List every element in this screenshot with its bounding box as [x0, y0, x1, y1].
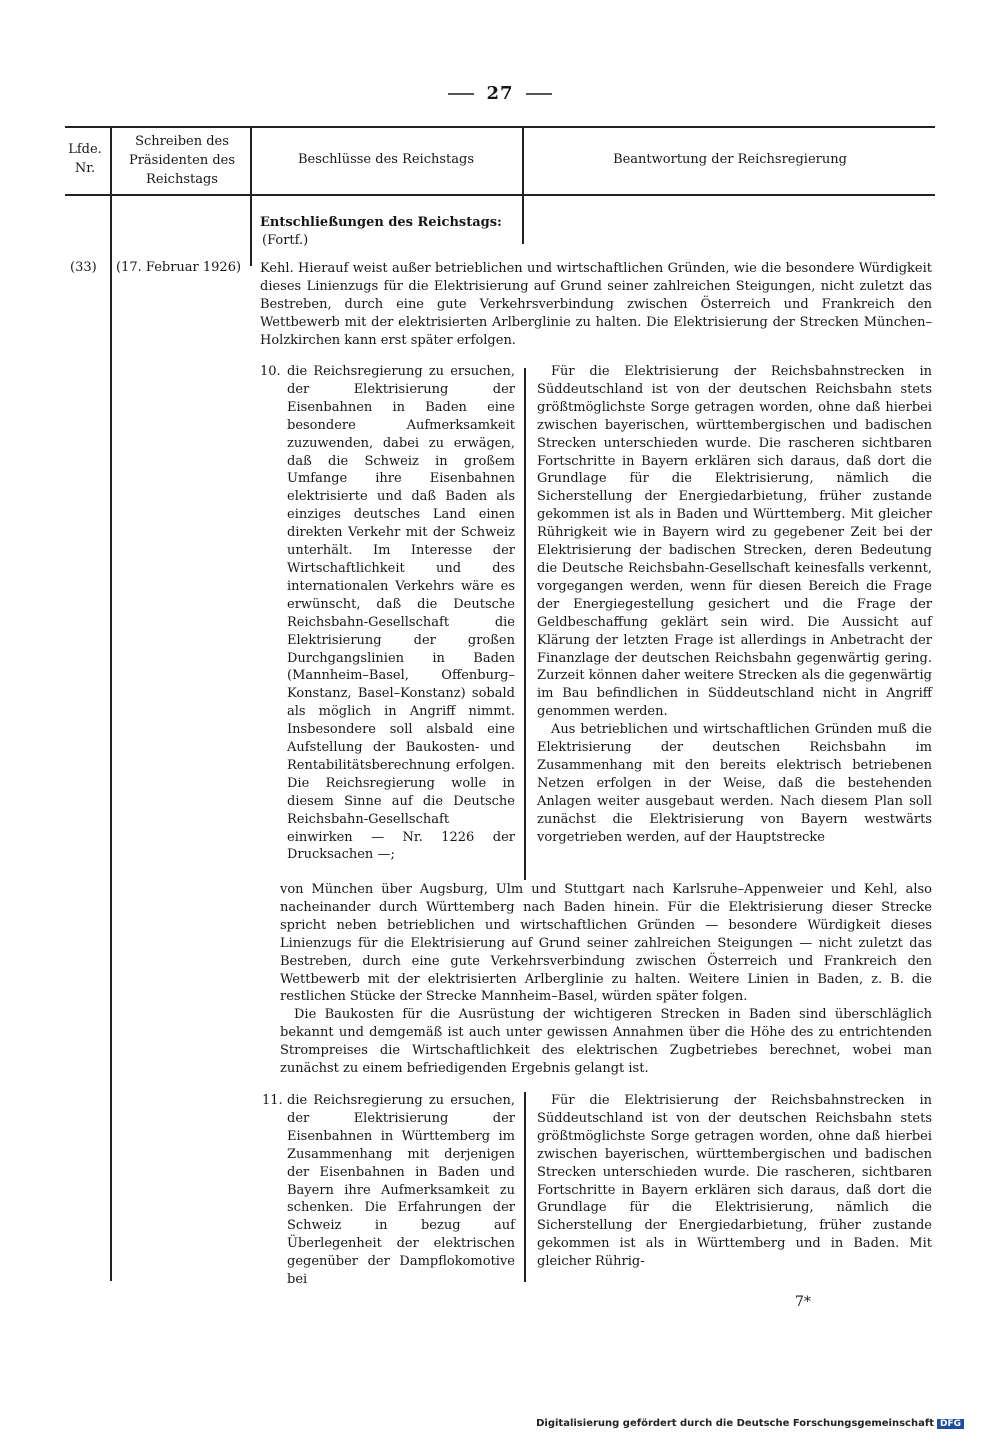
dfg-logo: DFG — [937, 1419, 964, 1429]
column-divider-3-b — [524, 368, 526, 880]
section-title: Entschließungen des Reichstags: — [260, 215, 502, 230]
table-top-rule — [65, 126, 935, 128]
header-schreiben: Schreiben des Präsidenten des Reichstags — [128, 134, 236, 187]
table-header-rule — [65, 194, 935, 196]
signature-mark: 7* — [795, 1294, 811, 1310]
digitization-credit — [536, 1418, 964, 1429]
entry-number: (33) — [70, 260, 97, 275]
intro-paragraph: Kehl. Hierauf weist außer betrieblichen und wirtschaftlichen Gründen, wie die besondere Würdigkeit dieses Linienzugs für die Elektrisierung auf Grund seiner zahlreichen Steigungen, nicht zuletzt das Bestreben, durch eine gute Verkehrsverbindung zwischen Österreich und Frankreich den Wettbewerb mit der elektrisierten Arlberglinie zu halten. Die Elektrisierung der Strecken München–Holzkirchen kann erst später erfolgen. — [260, 261, 932, 348]
spanning-paragraph-2: Die Baukosten für die Ausrüstung der wichtigeren Strecken in Baden sind überschläglich bekannt und demgemäß ist auch unter gewissen Annahmen über die Höhe des zu entrichtenden Strompreises die Wirtschaftlichkeit des elektrischen Zugbetriebes berechnet, wobei man zunächst zu einem befriedigenden Ergebnis gelangt ist. — [280, 1007, 932, 1077]
item-11-number: 11. — [262, 1093, 283, 1108]
column-divider-3-c — [524, 1092, 526, 1282]
page-number: 27 — [0, 83, 1000, 104]
item-10-answer-p2: Aus betrieblichen und wirtschaftlichen Gründen muß die Elektrisierung der deutschen Reichsbahn im Zusammenhang mit den bereits elektrisch betriebenen Netzen erfolgen in der Weise, daß die bestehenden Anlagen weiter ausgebaut werden. Nach diesem Plan soll zunächst die Elektrisierung von Bayern westwärts vorgetrieben werden, auf der Hauptstrecke — [537, 722, 932, 845]
header-lfde-nr: Lfde. Nr. — [68, 142, 102, 176]
item-11-answer — [537, 1092, 932, 1271]
column-divider-1 — [110, 126, 112, 1281]
column-divider-3 — [522, 126, 524, 244]
item-10-answer-p1: Für die Elektrisierung der Reichsbahnstrecken in Süddeutschland ist von der deutschen Reichsbahn stets größtmöglichste Sorge getragen worden, ohne daß hierbei zwischen bayerischen, württembergischen und badischen Strecken unterschieden wurde. Die rascheren sichtbaren Fortschritte in Bayern erklären sich daraus, daß dort die Grundlage für die Elektrisierung, nämlich die Sicherstellung der Energiedarbietung, früher zustande gekommen ist als in Baden und Württemberg. Mit gleicher Rührigkeit wie in Bayern wird zu gegebener Zeit bei der Elektrisierung der badischen Strecken, deren Bedeutung die Deutsche Reichsbahn-Gesellschaft keinesfalls verkennt, vorgegangen werden, wenn für diesen Bereich die Frage der Energiegestellung gesichert und die Frage der Geldbeschaffung geklärt sein wird. Die Aussicht auf Klärung der letzten Frage ist allerdings in Anbetracht der Finanzlage der deutschen Reichsbahn gegenwärtig gering. Zurzeit können daher weitere Strecken als die gegenwärtig im Bau befindlichen in Süddeutschland nicht in Angriff genommen werden. — [537, 364, 932, 720]
spanning-text — [280, 881, 932, 1078]
ornament-left — [448, 93, 474, 95]
section-continued: (Fortf.) — [262, 233, 309, 248]
header-beschluesse: Beschlüsse des Reichstags — [297, 152, 475, 167]
column-divider-2 — [250, 126, 252, 266]
item-10-number: 10. — [260, 364, 281, 379]
item-10-resolution: die Reichsregierung zu ersuchen, der Elektrisierung der Eisenbahnen in Baden eine besondere Aufmerksamkeit zuzuwenden, dabei zu erwägen, daß die Schweiz in großem Umfange ihre Eisenbahnen elektrisierte und daß Baden als einziges deutsches Land einen direkten Verkehr mit der Schweiz unterhält. Im Interesse der Wirtschaftlichkeit und des internationalen Verkehrs wäre es erwünscht, daß die Deutsche Reichsbahn-Gesellschaft die Elektrisierung der großen Durchgangslinien in Baden (Mannheim–Basel, Offenburg–Konstanz, Basel–Konstanz) sobald als möglich in Angriff nimmt. Insbesondere soll alsbald eine Aufstellung der Baukosten- und Rentabilitätsberechnung erfolgen. Die Reichsregierung wolle in diesem Sinne auf die Deutsche Reichsbahn-Gesellschaft einwirken — Nr. 1226 der Drucksachen —; — [287, 364, 515, 863]
spanning-paragraph-1: von München über Augsburg, Ulm und Stuttgart nach Karlsruhe–Appenweier und Kehl, also nacheinander durch Württemberg nach Baden hinein. Für die Elektrisierung dieser Strecke spricht neben betrieblichen und wirtschaftlichen Gründen — besondere Würdigkeit dieses Linienzugs für die Elektrisierung auf Grund seiner zahlreichen Steigungen — nicht zuletzt das Bestreben, durch eine gute Verkehrsverbindung zwischen Österreich und Frankreich den Wettbewerb mit der elektrisierten Arlberglinie zu halten. Weitere Linien in Baden, z. B. die restlichen Stücke der Strecke Mannheim–Basel, würden später folgen. — [280, 882, 932, 1005]
footer-text: Digitalisierung gefördert durch die Deutsche Forschungsgemeinschaft — [536, 1418, 934, 1429]
ornament-right — [526, 93, 552, 95]
item-10-answer — [537, 363, 932, 846]
entry-date: (17. Februar 1926) — [116, 260, 242, 275]
item-11-answer-text: Für die Elektrisierung der Reichsbahnstrecken in Süddeutschland ist von der deutschen Reichsbahn stets größtmöglichste Sorge getragen worden, ohne daß hierbei zwischen bayerischen, württembergischen und badischen Strecken unterschieden wurde. Die rascheren, sichtbaren Fortschritte in Bayern erklären sich daraus, daß dort die Grundlage für die Elektrisierung, nämlich die Sicherstellung der Energiedarbietung, früher zustande gekommen ist als in Württemberg und in Baden. Mit gleicher Rührig- — [537, 1093, 932, 1270]
header-beantwortung: Beantwortung der Reichsregierung — [613, 152, 847, 167]
item-11-resolution: die Reichsregierung zu ersuchen, der Elektrisierung der Eisenbahnen in Württemberg im Zusammenhang mit derjenigen der Eisenbahnen in Baden und Bayern ihre Aufmerksamkeit zu schenken. Die Erfahrungen der Schweiz in bezug auf Überlegenheit der elektrischen gegenüber der Dampflokomotive bei — [287, 1093, 515, 1288]
